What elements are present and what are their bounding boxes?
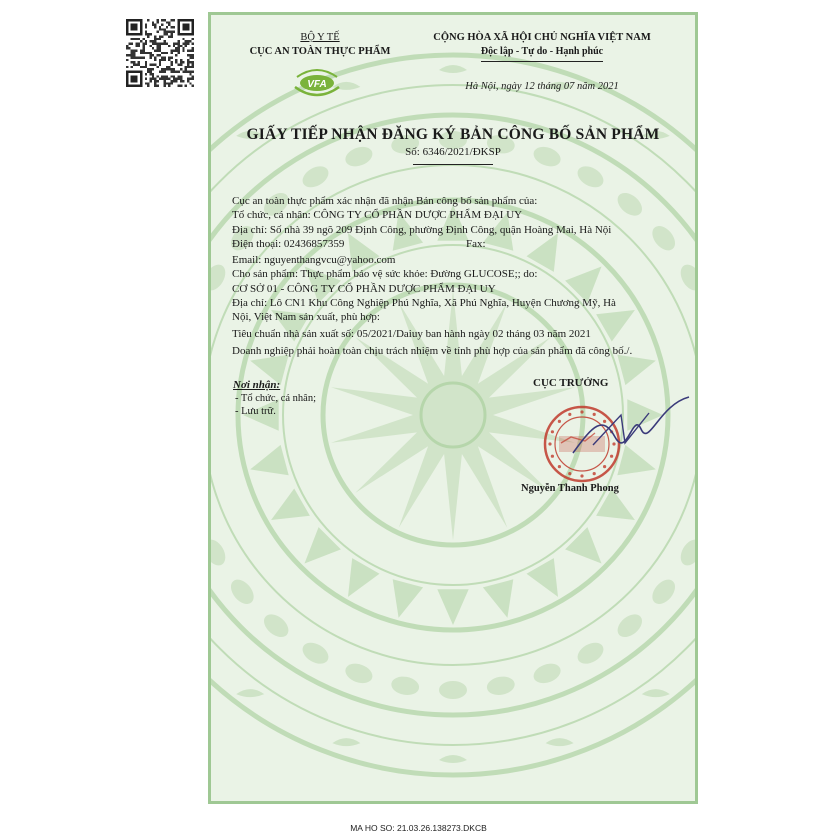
body-line: Doanh nghiệp phải hoàn toàn chịu trách nhiệm về tính phù hợp của sản phẩm đã công bố./. — [232, 345, 633, 357]
issue-date: Hà Nội, ngày 12 tháng 07 năm 2021 — [465, 81, 619, 92]
body-line: Tiêu chuẩn nhà sản xuất số: 05/2021/Daiuy ban hành ngày 02 tháng 03 năm 2021 — [232, 328, 591, 340]
body-line: CƠ SỞ 01 - CÔNG TY CỔ PHẦN DƯỢC PHẨM ĐẠI UY — [232, 283, 496, 295]
republic-title: CỘNG HÒA XÃ HỘI CHỦ NGHĨA VIỆT NAM — [433, 32, 651, 43]
fax-line: Fax: — [466, 238, 486, 250]
body-line: Cục an toàn thực phẩm xác nhận đã nhận Bản công bố sản phẩm của: — [232, 195, 538, 207]
body-line: Địa chỉ: Số nhà 39 ngõ 209 Định Công, phường Định Công, quận Hoàng Mai, Hà Nội — [232, 224, 612, 236]
recipient-item: - Lưu trữ. — [235, 406, 276, 417]
recipients-label: Nơi nhận: — [233, 379, 281, 391]
ministry-name: BỘ Y TẾ — [300, 32, 340, 43]
national-motto: Độc lập - Tự do - Hạnh phúc — [480, 46, 604, 57]
title-underline — [413, 164, 493, 165]
dossier-code: MA HO SO: 21.03.26.138273.DKCB — [350, 823, 487, 833]
handwritten-signature — [563, 385, 693, 465]
email-line: Email: nguyenthangvcu@yahoo.com — [232, 254, 396, 266]
signer-name: Nguyễn Thanh Phong — [521, 483, 619, 494]
body-line: Cho sản phẩm: Thực phẩm bảo vệ sức khỏe: Đường GLUCOSE;; do: — [232, 268, 538, 280]
recipient-item: - Tổ chức, cá nhân; — [235, 393, 317, 404]
document-number: Số: 6346/2021/ĐKSP — [405, 146, 501, 158]
certificate — [208, 12, 698, 804]
body-line: Tổ chức, cá nhân: CÔNG TY CỔ PHẦN DƯỢC PHẨM ĐẠI UY — [232, 209, 523, 221]
document-title: GIẤY TIẾP NHẬN ĐĂNG KÝ BẢN CÔNG BỐ SẢN PHẨM — [246, 126, 660, 143]
signer-role: CỤC TRƯỞNG — [533, 377, 609, 389]
phone-line: Điện thoại: 02436857359 — [232, 238, 345, 250]
body-line: Nội, Việt Nam sản xuất, phù hợp: — [232, 311, 380, 323]
logo-text: VFA — [307, 79, 327, 90]
vfa-logo — [289, 63, 345, 101]
qr-code — [126, 14, 194, 92]
department-name: CỤC AN TOÀN THỰC PHẨM — [249, 46, 391, 57]
body-line: Địa chỉ: Lô CN1 Khu Công Nghiệp Phú Nghĩa, Xã Phú Nghĩa, Huyện Chương Mỹ, Hà — [232, 297, 616, 309]
motto-underline — [481, 61, 603, 62]
